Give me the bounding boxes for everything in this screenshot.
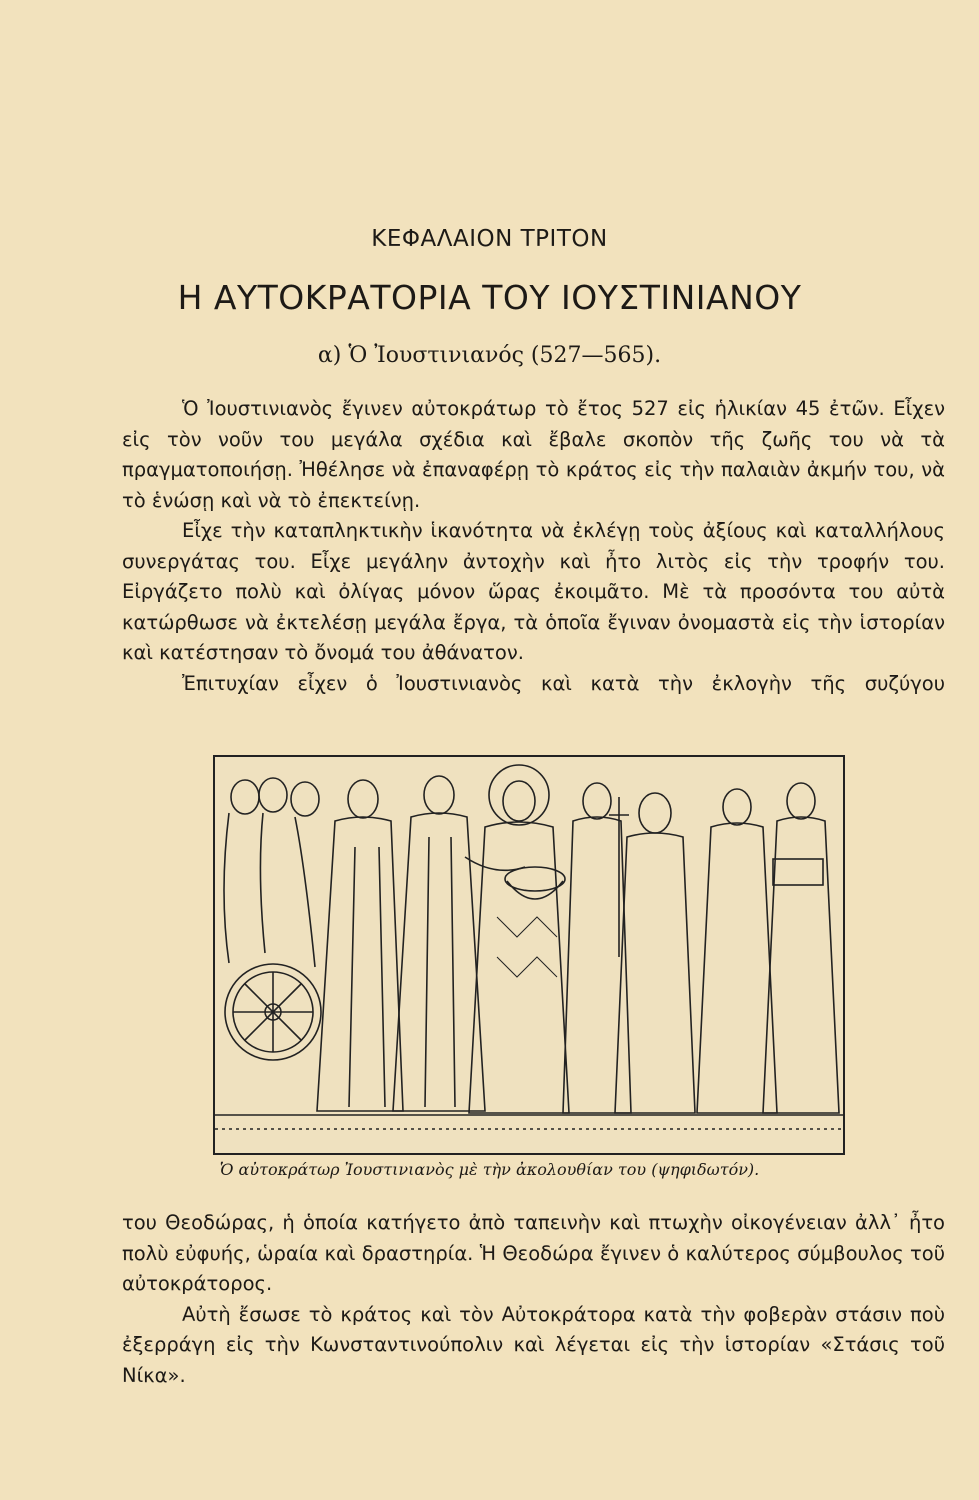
- courtier-figure-1: [317, 780, 403, 1111]
- shield-icon: [225, 964, 321, 1060]
- text-block-before-figure: [122, 394, 945, 699]
- clergy-figure-1: [563, 783, 631, 1113]
- mosaic-illustration: [213, 755, 845, 1155]
- soldier-figures: [224, 778, 319, 967]
- paragraph: Ὁ Ἰουστινιανὸς ἔγινεν αὐτοκράτωρ τὸ ἔτος 527 εἰς ἡλικίαν 45 ἐτῶν. Εἶχεν εἰς τὸν νοῦν του μεγάλα σχέδια καὶ ἔβαλε σκοπὸν τῆς ζωῆς του νὰ τὰ πραγματοποιήσῃ. Ἠθέλησε νὰ ἐπαναφέρῃ τὸ κράτος εἰς τὴν παλαιὰν ἀκμήν του, νὰ τὸ ἑνώσῃ καὶ νὰ τὸ ἐπεκτείνῃ.: [122, 397, 945, 512]
- mosaic-drawing: [215, 757, 843, 1153]
- paragraph: του Θεοδώρας, ἡ ὁποία κατήγετο ἀπὸ ταπεινὴν καὶ πτωχὴν οἰκογένειαν ἀλλ᾽ ἦτο πολὺ εὐφυής, ὡραία καὶ δραστηρία. Ἡ Θεοδώρα ἔγινεν ὁ καλύτερος σύμβουλος τοῦ αὐτοκράτορος.: [122, 1211, 945, 1295]
- figure-caption: Ὁ αὐτοκράτωρ Ἰουστινιανὸς μὲ τὴν ἀκολουθίαν του (ψηφιδωτόν).: [219, 1160, 760, 1179]
- section-subtitle: α) Ὁ Ἰουστινιανός (527—565).: [317, 343, 662, 368]
- paragraph: Ἐπιτυχίαν εἶχεν ὁ Ἰουστινιανὸς καὶ κατὰ τὴν ἐκλογὴν τῆς συζύγου: [182, 671, 945, 695]
- gospel-book-icon: [773, 859, 823, 885]
- emperor-figure: [465, 765, 569, 1113]
- page-title: Η ΑΥΤΟΚΡΑΤΟΡΙΑ ΤΟΥ ΙΟΥΣΤΙΝΙΑΝΟΥ: [177, 278, 802, 317]
- text-block-after-figure: [122, 1208, 945, 1391]
- paragraph: Αὐτὴ ἔσωσε τὸ κράτος καὶ τὸν Αὐτοκράτορα κατὰ τὴν φοβερὰν στάσιν ποὺ ἐξερράγη εἰς τὴν Κωνσταντινούπολιν καὶ λέγεται εἰς τὴν ἱστορίαν «Στάσις τοῦ Νίκα».: [122, 1302, 945, 1387]
- chapter-heading: ΚΕΦΑΛΑΙΟΝ ΤΡΙΤΟΝ: [371, 226, 608, 252]
- paragraph: Εἶχε τὴν καταπληκτικὴν ἱκανότητα νὰ ἐκλέγῃ τοὺς ἀξίους καὶ καταλλήλους συνεργάτας του. Εἶχε μεγάλην ἀντοχὴν καὶ ἦτο λιτὸς εἰς τὴν τροφήν του. Εἰργάζετο πολὺ καὶ ὀλίγας μόνον ὥρας ἐκοιμᾶτο. Μὲ τὰ προσόντα του αὐτὰ κατώρθωσε νὰ ἐκτελέσῃ μεγάλα ἔργα, τὰ ὁποῖα ἔγιναν ὀνομαστὰ εἰς τὴν ἱστορίαν καὶ κατέστησαν τὸ ὄνομά του ἀθάνατον.: [122, 519, 945, 664]
